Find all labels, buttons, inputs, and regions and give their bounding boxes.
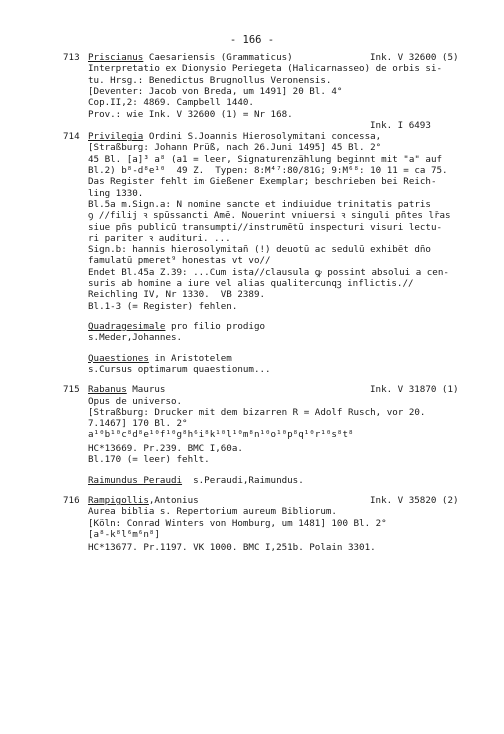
entry-line: Interpretatio ex Dionysio Periegeta (Halicarnasseo) de orbis si-	[88, 63, 443, 75]
entry-line: s.Cursus optimarum quaestionum...	[88, 363, 271, 375]
entry-line: ling 1330.	[88, 187, 144, 199]
entry-line: Privilegia Ordini S.Joannis Hierosolymitani concessa,	[88, 131, 382, 143]
entry-line: Bl.2) b⁸-d⁸e¹⁰ 49 Z. Typen: 8:M⁴⁷:80/81G; 9:M⁶⁸: 10 11 = ca 75.	[88, 165, 448, 176]
entry-line: [Köln: Conrad Winters von Homburg, um 1481] 100 Bl. 2°	[88, 517, 387, 529]
entry-line: Bl.1-3 (= Register) fehlen.	[88, 300, 238, 312]
entry-number: 714	[63, 131, 80, 143]
entry-line: tu. Hrsg.: Benedictus Brugnollus Veronensis.	[88, 74, 332, 86]
entry-line: s.Meder,Johannes.	[88, 332, 183, 344]
entry-line: Prov.: wie Ink. V 32600 (1) = Nr 168.	[88, 108, 293, 120]
entry-line: [Deventer: Jacob von Breda, um 1491] 20 Bl. 4°	[88, 85, 343, 97]
entry-line: Das Register fehlt im Gießener Exemplar; beschrieben bei Reich-	[88, 176, 437, 188]
entry-line: suris ab homine a iure vel alias qualitercunqꝫ inflictis.//	[88, 278, 414, 289]
shelfmark: Ink. V 32600 (5)	[370, 52, 459, 63]
entry-line: HC*13669. Pr.239. BMC I,60a.	[88, 442, 243, 454]
entry-line: Aurea biblia s. Repertorium aureum Bibliorum.	[88, 506, 337, 518]
entry-line: siue pñs publicū transumpti//instrumētū inspecturi visuri lectu-	[88, 221, 443, 233]
shelfmark: Ink. V 31870 (1)	[370, 384, 459, 396]
entry-line: Cop.II,2: 4869. Campbell 1440.	[88, 97, 254, 109]
shelfmark: Ink. I 6493	[370, 119, 431, 131]
entry-line: a¹⁰b¹⁰c⁸d⁸e¹⁰f¹⁰g⁸h⁶i⁸k¹⁰l¹⁰m⁸n¹⁰o¹⁰p⁸q¹⁰r¹⁰s⁸t⁸	[88, 429, 354, 441]
entry-line: Reichling IV, Nr 1330. VB 2389.	[88, 289, 266, 301]
entry-line: 45 Bl. [a]³ a⁸ (a1 = leer, Signaturenzählung beginnt mit "a" auf	[88, 153, 443, 165]
entry-line: ri pariter ꝛ audituri. ...	[88, 232, 231, 244]
entry-line: HC*13677. Pr.1197. VK 1000. BMC I,251b. Polain 3301.	[88, 542, 376, 554]
entry-line: Bl.5a m.Sign.a: N nomine sancte et indiuidue trinitatis patris	[88, 198, 431, 210]
entry-line: Endet Bl.45a Z.39: ...Cum ista//clausula ꝙ possint absolui a cen-	[88, 266, 449, 278]
entry-line: Priscianus Caesariensis (Grammaticus)	[88, 52, 293, 63]
entry-line: Opus de universo.	[88, 395, 183, 407]
entry-line: [Straßburg: Drucker mit dem bizarren R = Adolf Rusch, vor 20.	[88, 406, 426, 418]
entry-line: 7.1467] 170 Bl. 2°	[88, 418, 188, 430]
entry-line: Quaestiones in Aristotelem	[88, 352, 232, 364]
entry-line: Raimundus Peraudi s.Peraudi,Raimundus.	[88, 474, 304, 486]
entry-line: [a⁸-k⁸l⁶m⁶n⁸]	[88, 528, 160, 540]
entry-number: 715	[63, 384, 80, 396]
entry-line: Rampigollis,Antonius	[88, 494, 199, 506]
entry-number: 716	[63, 494, 80, 506]
entry-line: Sign.b: hannis hierosolymitañ (!) deuotū ac sedulū exhibēt dño	[88, 244, 431, 256]
entry-line: Quadragesimale pro filio prodigo	[88, 320, 266, 332]
page-number: - 166 -	[229, 34, 275, 46]
entry-line: Rabanus Maurus	[88, 384, 166, 396]
entry-line: [Straßburg: Johann Prüß, nach 26.Juni 1495] 45 Bl. 2°	[88, 142, 382, 154]
entry-number: 713	[63, 52, 80, 63]
shelfmark: Ink. V 35820 (2)	[370, 494, 459, 506]
entry-line: Bl.170 (= leer) fehlt.	[88, 454, 210, 466]
entry-line: famulatū pmeret⁹ honestas vt vo//	[88, 255, 271, 267]
entry-line: ꝯ //filij ꝛ spūssancti Amē. Nouerint vniuersi ꝛ singuli pñtes lr̄as	[88, 210, 451, 222]
